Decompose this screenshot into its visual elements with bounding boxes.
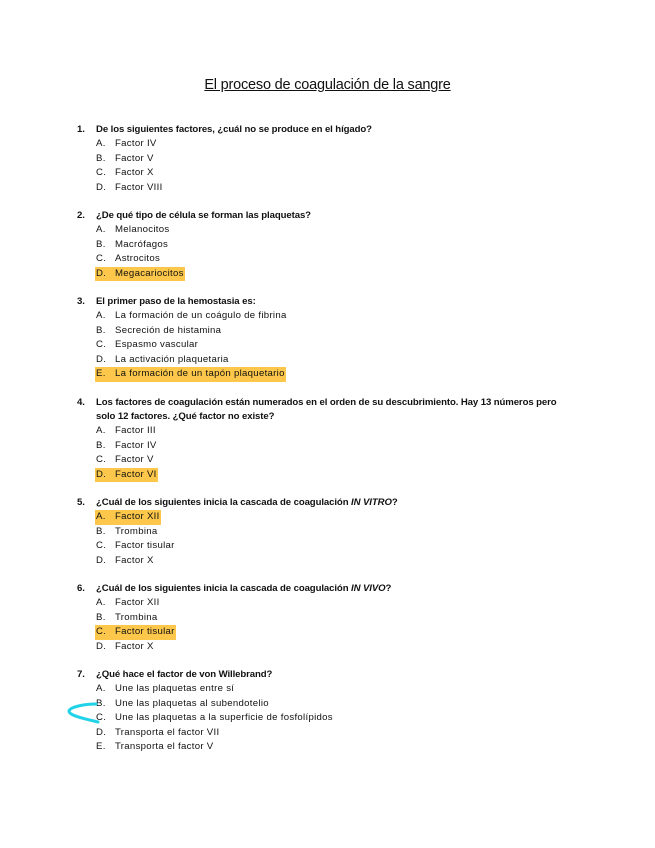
option-text: Factor X (115, 554, 154, 566)
answer-option (96, 152, 577, 166)
option-text: Macrófagos (115, 238, 169, 250)
option-text: Factor tisular (115, 626, 175, 638)
option-content (95, 726, 220, 740)
question-3 (77, 295, 577, 381)
option-text: Megacariocitos (115, 267, 184, 279)
question-1 (77, 123, 577, 195)
option-letter: D. (96, 640, 107, 652)
option-letter: A. (96, 597, 106, 609)
option-content (95, 625, 176, 639)
answer-option (96, 596, 577, 610)
question-text-main: ¿Cuál de los siguientes inicia la cascada de coagulación (96, 496, 352, 508)
option-letter: B. (96, 439, 106, 451)
option-letter: B. (96, 238, 106, 250)
question-text-row (77, 668, 577, 682)
answer-option (96, 697, 577, 711)
option-content (95, 468, 158, 482)
option-letter: D. (96, 181, 107, 193)
option-text: Une las plaquetas al subendotelio (115, 697, 269, 709)
option-letter: B. (96, 525, 106, 537)
option-content (95, 267, 185, 281)
option-content (95, 453, 155, 467)
option-letter: C. (96, 253, 107, 265)
option-text: Une las plaquetas entre sí (115, 683, 235, 695)
option-text: Factor tisular (115, 540, 175, 552)
option-content (95, 367, 286, 381)
answer-option (96, 611, 577, 625)
answer-option-highlighted (96, 367, 577, 381)
option-content (95, 539, 176, 553)
question-text (96, 496, 574, 510)
option-letter: B. (96, 697, 106, 709)
option-text: Factor IV (115, 138, 157, 150)
answer-option (96, 252, 577, 266)
option-text: Factor VIII (115, 181, 163, 193)
question-text-italic: IN VIVO (351, 582, 386, 594)
question-text-row (77, 123, 577, 137)
answer-option (96, 682, 577, 696)
answer-option (96, 439, 577, 453)
option-text: Une las plaquetas a la superficie de fosfolípidos (115, 712, 333, 724)
question-text-row (77, 209, 577, 223)
option-content (95, 166, 155, 180)
option-text: Factor III (115, 425, 156, 437)
option-letter: E. (96, 741, 106, 753)
option-content (95, 711, 334, 725)
option-content (95, 554, 155, 568)
question-7 (77, 668, 577, 754)
answer-option (96, 238, 577, 252)
option-content (95, 439, 158, 453)
question-text-row (77, 295, 577, 309)
option-text: Factor IV (115, 439, 157, 451)
option-content (95, 181, 164, 195)
option-letter: C. (96, 339, 107, 351)
option-letter: C. (96, 540, 107, 552)
option-letter: B. (96, 611, 106, 623)
question-text-main: De los siguientes factores, ¿cuál no se produce en el hígado? (96, 124, 372, 135)
answer-option (96, 740, 577, 754)
option-content (95, 611, 159, 625)
option-content (95, 525, 159, 539)
question-list (77, 123, 577, 768)
option-letter: D. (96, 267, 107, 279)
answer-option (96, 554, 577, 568)
option-text: Factor V (115, 152, 154, 164)
option-text: La formación de un tapón plaquetario (115, 368, 285, 380)
question-text (96, 123, 574, 137)
answer-option-highlighted (96, 510, 577, 524)
answer-option (96, 223, 577, 237)
option-content (95, 596, 161, 610)
answer-option (96, 309, 577, 323)
question-text (96, 396, 574, 425)
question-text-main: ¿Cuál de los siguientes inicia la cascada de coagulación (96, 582, 352, 594)
option-letter: C. (96, 454, 107, 466)
option-letter: A. (96, 425, 106, 437)
option-letter: A. (96, 310, 106, 322)
option-content (95, 424, 157, 438)
question-6 (77, 582, 577, 654)
question-text-suffix: ? (391, 496, 398, 508)
option-letter: D. (96, 726, 107, 738)
question-text-italic: IN VITRO (351, 496, 392, 508)
answer-option (96, 539, 577, 553)
option-text: La formación de un coágulo de fibrina (115, 310, 287, 322)
answer-option-highlighted (96, 468, 577, 482)
option-text: Factor XII (115, 597, 160, 609)
answer-option-highlighted (96, 267, 577, 281)
option-text: Melanocitos (115, 224, 170, 236)
question-number: 2. (77, 210, 85, 222)
answer-option (96, 640, 577, 654)
option-letter: A. (96, 683, 106, 695)
option-text: Espasmo vascular (115, 339, 199, 351)
option-content (95, 740, 215, 754)
option-text: La activación plaquetaria (115, 353, 229, 365)
answer-option-highlighted (96, 625, 577, 639)
answer-option (96, 525, 577, 539)
document-title: El proceso de coagulación de la sangre (204, 77, 451, 93)
option-letter: D. (96, 554, 107, 566)
option-letter: A. (96, 138, 106, 150)
option-letter: D. (96, 468, 107, 480)
answer-option (96, 166, 577, 180)
option-content (95, 640, 155, 654)
option-content (95, 309, 288, 323)
option-text: Transporta el factor V (115, 741, 214, 753)
answer-option (96, 353, 577, 367)
answer-option (96, 424, 577, 438)
option-text: Trombina (115, 611, 158, 623)
question-text-row (77, 496, 577, 510)
question-text-main: Los factores de coagulación están numerados en el orden de su descubrimiento. Hay 13 números pero solo 12 factores. ¿Qué factor no existe? (96, 396, 557, 422)
option-letter: A. (96, 511, 106, 523)
option-text: Factor X (115, 640, 154, 652)
question-2 (77, 209, 577, 281)
option-letter: E. (96, 368, 106, 380)
question-text (96, 582, 574, 596)
handwritten-bracket-annotation (66, 702, 100, 726)
question-text-main: El primer paso de la hemostasia es: (96, 296, 256, 308)
option-content (95, 697, 270, 711)
question-number: 7. (77, 669, 85, 680)
option-content (95, 353, 230, 367)
option-letter: D. (96, 353, 107, 365)
option-content (95, 223, 171, 237)
answer-option (96, 181, 577, 195)
question-number: 1. (77, 124, 85, 135)
option-text: Trombina (115, 525, 158, 537)
question-number: 4. (77, 396, 85, 408)
option-content (95, 682, 235, 696)
option-text: Factor V (115, 454, 154, 466)
option-letter: C. (96, 712, 107, 724)
option-letter: B. (96, 152, 106, 164)
option-content (95, 252, 161, 266)
answer-option (96, 453, 577, 467)
question-text-main: ¿Qué hace el factor de von Willebrand? (96, 669, 273, 680)
question-text (96, 209, 574, 223)
question-text (96, 295, 574, 309)
question-text-row (77, 582, 577, 596)
answer-option (96, 338, 577, 352)
option-content (95, 324, 222, 338)
question-text-row (77, 396, 577, 425)
option-letter: A. (96, 224, 106, 236)
option-letter: C. (96, 626, 107, 638)
question-number: 5. (77, 496, 85, 508)
question-text (96, 668, 574, 682)
option-text: Secreción de histamina (115, 324, 222, 336)
option-content (95, 338, 199, 352)
option-letter: C. (96, 167, 107, 179)
option-text: Transporta el factor VII (115, 726, 220, 738)
option-text: Factor VI (115, 468, 157, 480)
option-text: Astrocitos (115, 253, 161, 265)
option-content (95, 152, 155, 166)
question-number: 3. (77, 296, 85, 308)
option-letter: B. (96, 324, 106, 336)
question-text-suffix: ? (385, 582, 392, 594)
answer-option (96, 137, 577, 151)
option-content (95, 137, 158, 151)
answer-option (96, 726, 577, 740)
answer-option (96, 324, 577, 338)
answer-option (96, 711, 577, 725)
question-4 (77, 396, 577, 482)
question-5 (77, 496, 577, 568)
question-text-main: ¿De qué tipo de célula se forman las plaquetas? (96, 210, 311, 222)
question-number: 6. (77, 582, 85, 594)
option-text: Factor X (115, 167, 154, 179)
option-content (95, 238, 169, 252)
option-content (95, 510, 161, 524)
option-text: Factor XII (115, 511, 160, 523)
